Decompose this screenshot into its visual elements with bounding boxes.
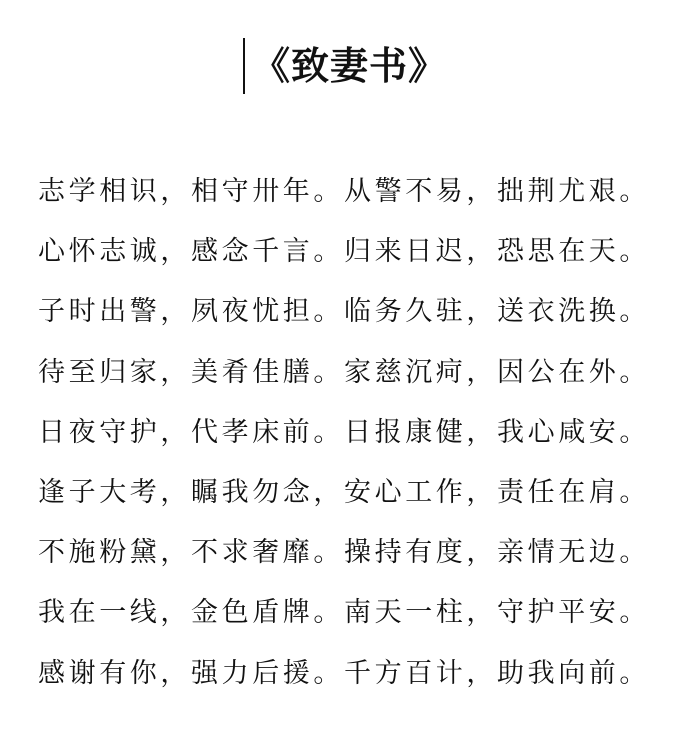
poem-body xyxy=(38,162,678,704)
title-divider-bar xyxy=(243,38,245,94)
poem-line-7: 不施粉黛，不求奢靡。操持有度，亲情无边。 xyxy=(38,537,650,569)
poem-line-2: 心怀志诚，感念千言。归来日迟，恐思在天。 xyxy=(38,236,650,268)
poem-line-1: 志学相识，相守卅年。从警不易，拙荆尤艰。 xyxy=(38,176,650,207)
poem-line-3: 子时出警，夙夜忧担。临务久驻，送衣洗换。 xyxy=(38,296,650,328)
poem-line-6: 逢子大考，瞩我勿念，安心工作，责任在肩。 xyxy=(38,476,650,508)
poem-line-9: 感谢有你，强力后援。千方百计，助我向前。 xyxy=(38,657,650,689)
poem-line-5: 日夜守护，代孝床前。日报康健，我心咸安。 xyxy=(38,416,650,448)
title-block xyxy=(0,36,698,98)
poem-line-4: 待至归家，美肴佳膳。家慈沉疴，因公在外。 xyxy=(38,356,650,388)
page-title: 《致妻书》 xyxy=(252,43,448,88)
poem-line-8: 我在一线，金色盾牌。南天一柱，守护平安。 xyxy=(38,597,650,629)
